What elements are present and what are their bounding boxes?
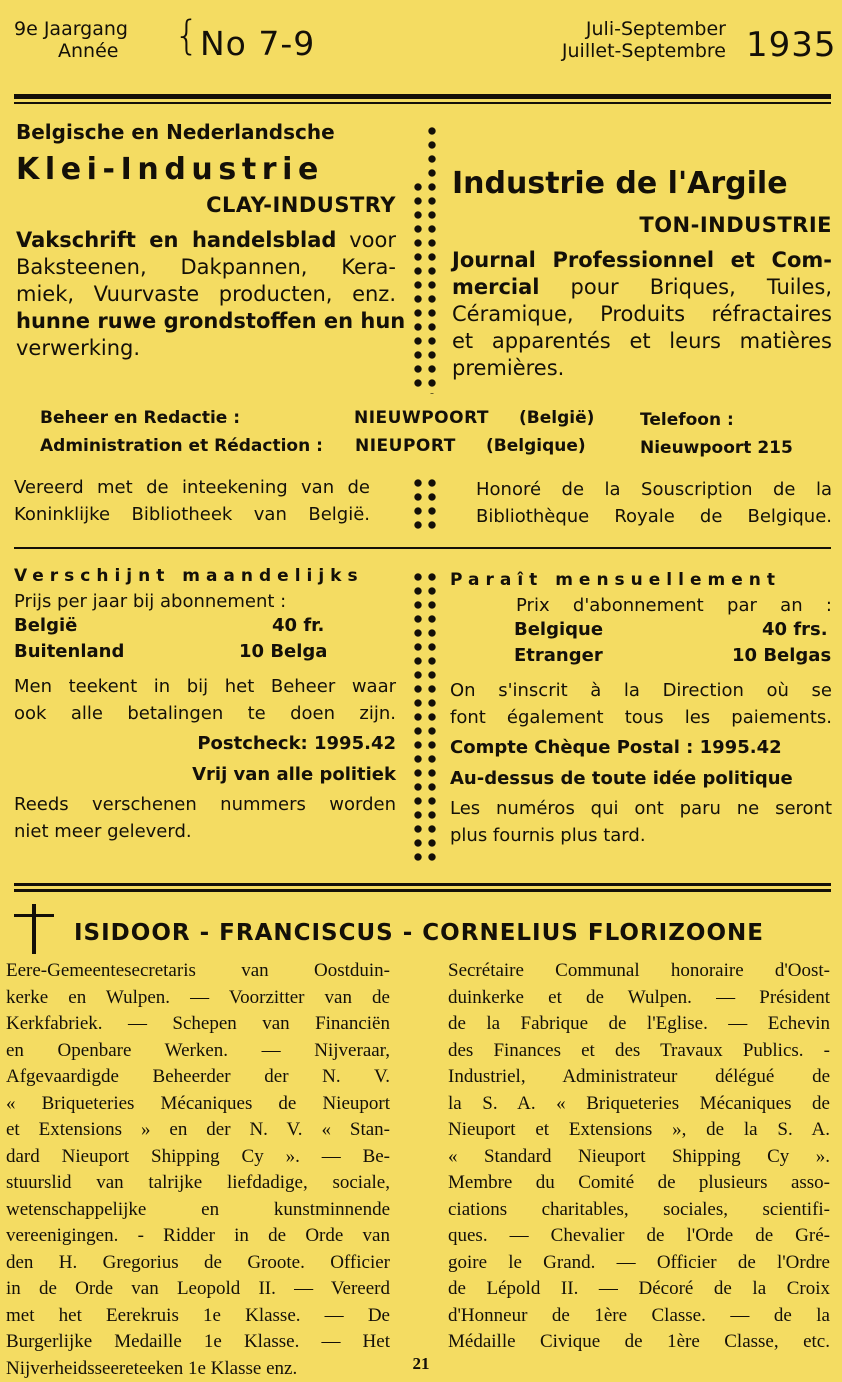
- description-fr: [452, 247, 832, 382]
- honor-line: Koninklijke Bibliotheek van België.: [14, 501, 370, 528]
- obituary-rule: [14, 883, 831, 892]
- price-row-etranger: [450, 645, 832, 675]
- postcheck-nl: Postcheck: 1995.42: [14, 733, 396, 754]
- price-intro-line: Prix d'abonnement par an :: [516, 592, 832, 619]
- issue-year: 1935: [746, 25, 837, 65]
- title-block-nl: [16, 120, 396, 362]
- price-intro-nl: Prijs per jaar bij abonnement :: [14, 588, 396, 615]
- honor-line: Honoré de la Souscription de la: [476, 476, 832, 503]
- cross-icon: [14, 904, 54, 954]
- obituary-line: kerke en Wulpen. — Voorzitter van de: [6, 985, 390, 1012]
- issue-number: No 7-9: [200, 24, 315, 63]
- months-fr: Juillet-Septembre: [480, 40, 726, 62]
- column-divider-dots: [426, 124, 438, 394]
- price-country: Belgique: [514, 619, 603, 640]
- obituary-line: Industriel, Administrateur délégué de: [448, 1064, 830, 1091]
- obituary-name: ISIDOOR - FRANCISCUS - CORNELIUS FLORIZOONE: [74, 920, 764, 946]
- title-klei-industrie: Klei-Industrie: [16, 152, 396, 187]
- back-issues-line: Reeds verschenen nummers worden: [14, 791, 396, 818]
- desc-line: mercial pour Briques, Tuiles,: [452, 274, 832, 301]
- honor-line: Vereerd met de inteekening van de: [14, 474, 370, 501]
- price-value: 40 fr.: [272, 615, 324, 636]
- phone-number: Nieuwpoort 215: [640, 438, 793, 458]
- column-divider-dots: [412, 180, 424, 390]
- kicker-nl: Belgische en Nederlandsche: [16, 120, 396, 144]
- desc-line: Baksteenen, Dakpannen, Kera-: [16, 254, 396, 281]
- note-fr: [450, 677, 832, 731]
- desc-line: Journal Professionnel et Com-: [452, 247, 832, 274]
- admin-label-nl: Beheer en Redactie :: [40, 408, 240, 428]
- desc-line: premières.: [452, 355, 832, 382]
- back-issues-fr: [450, 795, 832, 849]
- back-issues-line: plus fournis plus tard.: [450, 822, 832, 849]
- politics-fr: Au-dessus de toute idée politique: [450, 768, 832, 789]
- obituary-line: de la Fabrique de l'Eglise. — Echevin: [448, 1011, 830, 1038]
- title-industrie-argile: Industrie de l'Argile: [452, 166, 832, 201]
- heading-mensuellement: Paraît mensuellement: [450, 570, 832, 590]
- volume-label: [14, 18, 174, 62]
- subscription-fr: [450, 570, 832, 849]
- section-rule: [14, 547, 831, 549]
- back-issues-line: Les numéros qui ont paru ne seront: [450, 795, 832, 822]
- back-issues-nl: [14, 791, 396, 845]
- subtitle-ton-industrie: TON-INDUSTRIE: [452, 213, 832, 237]
- note-line: ook alle betalingen te doen zijn.: [14, 700, 396, 727]
- admin-country-fr: (Belgique): [486, 436, 586, 456]
- obituary-line: met het Eerekruis 1e Klasse. — De: [6, 1303, 390, 1330]
- masthead-rule: [14, 94, 831, 99]
- brace-glyph: {: [174, 14, 199, 58]
- obituary-line: duinkerke et de Wulpen. — Président: [448, 985, 830, 1012]
- desc-line: verwerking.: [16, 335, 396, 362]
- obituary-line: et Extensions » en der N. V. « Stan-: [6, 1117, 390, 1144]
- jaargang-text: 9e Jaargang: [14, 18, 174, 40]
- honor-line: Bibliothèque Royale de Belgique.: [476, 503, 832, 530]
- obituary-line: ques. — Chevalier de l'Orde de Gré-: [448, 1223, 830, 1250]
- obituary-line: de Lépold II. — Décoré de la Croix: [448, 1276, 830, 1303]
- heading-maandelijks: Verschijnt maandelijks: [14, 566, 396, 586]
- obituary-line: en Openbare Werken. — Nijveraar,: [6, 1038, 390, 1065]
- column-divider-dots: [412, 570, 424, 866]
- note-line: Men teekent in bij het Beheer waar: [14, 673, 396, 700]
- back-issues-line: niet meer geleverd.: [14, 818, 396, 845]
- annee-text: Année: [14, 40, 174, 62]
- politics-nl: Vrij van alle politiek: [14, 764, 396, 785]
- desc-line: Vakschrift en handelsblad voor: [16, 227, 396, 254]
- obituary-line: des Finances et des Travaux Publics. -: [448, 1038, 830, 1065]
- note-line: font également tous les paiements.: [450, 704, 832, 731]
- obituary-line: Eere-Gemeentesecretaris van Oostduin-: [6, 958, 390, 985]
- obituary-line: d'Honneur de 1ère Classe. — de la: [448, 1303, 830, 1330]
- obituary-line: la S. A. « Briqueteries Mécaniques de: [448, 1091, 830, 1118]
- title-block-fr: [452, 166, 832, 382]
- obituary-line: « Briqueteries Mécaniques de Nieuport: [6, 1091, 390, 1118]
- obituary-line: Membre du Comité de plusieurs asso-: [448, 1170, 830, 1197]
- description-nl: [16, 227, 396, 362]
- desc-line: et apparentés et leurs matières: [452, 328, 832, 355]
- masthead-rule-thin: [14, 102, 831, 104]
- price-value: 10 Belga: [239, 641, 327, 662]
- obituary-line: « Standard Nieuport Shipping Cy ».: [448, 1144, 830, 1171]
- price-country: Buitenland: [14, 641, 124, 662]
- postcheck-fr: Compte Chèque Postal : 1995.42: [450, 737, 832, 758]
- admin-city-nl: NIEUWPOORT: [354, 408, 489, 428]
- page-number: 21: [0, 1354, 842, 1374]
- desc-line: Céramique, Produits réfractaires: [452, 301, 832, 328]
- obituary-line: in de Orde van Leopold II. — Vereerd: [6, 1276, 390, 1303]
- obituary-text-nl: [6, 958, 390, 1382]
- obituary-line: Nijverheidsseereteeken 1e Klasse enz.: [6, 1356, 390, 1382]
- admin-label-fr: Administration et Rédaction :: [40, 436, 323, 456]
- honor-fr: [476, 476, 832, 530]
- obituary-line: vereenigingen. - Ridder in de Orde van: [6, 1223, 390, 1250]
- obituary-text-fr: [448, 958, 830, 1356]
- obituary-line: Secrétaire Communal honoraire d'Oost-: [448, 958, 830, 985]
- price-country: België: [14, 615, 77, 636]
- note-nl: [14, 673, 396, 727]
- subscription-nl: [14, 566, 396, 845]
- price-row-belgie: [14, 615, 396, 641]
- obituary-line: Nieuport et Extensions », de la S. A.: [448, 1117, 830, 1144]
- price-intro-fr: [450, 592, 832, 619]
- obituary-line: Afgevaardigde Beheerder der N. V.: [6, 1064, 390, 1091]
- obituary-line: dard Nieuport Shipping Cy ». — Be-: [6, 1144, 390, 1171]
- obituary-line: wetenschappelijke en kunstminnende: [6, 1197, 390, 1224]
- obituary-line: den H. Gregorius de Groote. Officier: [6, 1250, 390, 1277]
- obituary-line: ciations charitables, sociales, scientifi-: [448, 1197, 830, 1224]
- note-line: On s'inscrit à la Direction où se: [450, 677, 832, 704]
- obituary-line: Burgerlijke Medaille 1e Klasse. — Het: [6, 1329, 390, 1356]
- column-divider-dots: [412, 476, 424, 532]
- obituary-line: stuurslid van talrijke liefdadige, sociale,: [6, 1170, 390, 1197]
- months-nl: Juli-September: [480, 18, 726, 40]
- admin-city-fr: NIEUPORT: [355, 436, 456, 456]
- column-divider-dots: [426, 570, 438, 866]
- admin-country-nl: (België): [519, 408, 594, 428]
- desc-line: miek, Vuurvaste producten, enz.: [16, 281, 396, 308]
- desc-line: hunne ruwe grondstoffen en hun: [16, 308, 396, 335]
- obituary-line: goire le Grand. — Officier de l'Ordre: [448, 1250, 830, 1277]
- price-country: Etranger: [514, 645, 603, 666]
- price-value: 40 frs.: [762, 619, 828, 640]
- obituary-line: Kerkfabriek. — Schepen van Financiën: [6, 1011, 390, 1038]
- subtitle-clay-industry: CLAY-INDUSTRY: [16, 193, 396, 217]
- months-label: [480, 18, 726, 62]
- price-row-buitenland: [14, 641, 396, 671]
- phone-label: Telefoon :: [640, 410, 734, 430]
- obituary-line: Médaille Civique de 1ère Classe, etc.: [448, 1329, 830, 1356]
- honor-nl: [14, 474, 370, 528]
- price-value: 10 Belgas: [732, 645, 831, 666]
- price-row-belgique: [450, 619, 832, 645]
- column-divider-dots: [426, 476, 438, 532]
